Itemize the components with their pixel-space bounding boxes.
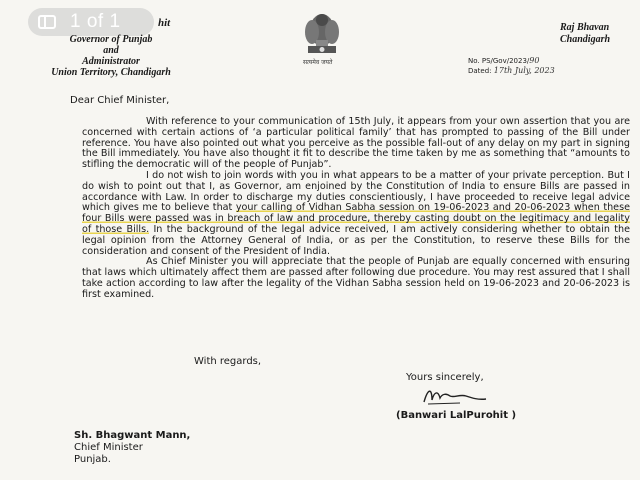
paragraph-2-text: I do not wish to join words with you in what appears to be a matter of your private perception. But I do wish to point out that I, as Governor, am enjoined by the Constitution of India to ensure Bills are passed in accordance with Law. In order to discharge my duties conscientiously, I have proceeded to receive legal advice which gives me to believe that [82, 169, 630, 214]
reference-number: No. PS/Gov/2023/ [468, 57, 530, 65]
closing: Yours sincerely, [406, 372, 484, 383]
paragraph-2 [82, 171, 630, 257]
designation-line: Administrator [82, 56, 140, 67]
paragraph-3: As Chief Minister you will appreciate that the people of Punjab are equally concerned with ensuring that laws which ultimately affect them are passed after following due procedure. You may rest assured that I shall take action according to law after the legality of the Vidhan Sabha session held on 19-06-2023 and 20-06-2023 is first examined. [82, 256, 630, 300]
dated-handwritten: 17th July, 2023 [493, 66, 555, 75]
page-indicator-text: 1 of 1 [70, 11, 121, 32]
page-thumbnail-icon [38, 15, 56, 29]
letter-body [82, 117, 630, 301]
designation-line: Governor of Punjab [69, 34, 153, 45]
reference-number-handwritten: 90 [529, 56, 540, 65]
addressee-line: Chief Minister [74, 442, 143, 453]
paragraph-2-text: In the background of the legal advice received, I am actively considering whether to obtain the legal opinion from the Attorney General of India, or as per the Constitution, to reserve these Bills for the consideration and consent of the President of India. [82, 223, 631, 257]
designation-line: and [103, 45, 119, 56]
signatory-name: (Banwari LalPurohit ) [396, 410, 517, 421]
address-line: Chandigarh [560, 34, 611, 45]
paragraph-1: With reference to your communication of 15th July, it appears from your own assertion that you are concerned with certain actions of ‘a particular political family’ that has prompted to passing of the Bill under reference. You have also pointed out what you perceive as the possible fall-out of any delay on my part in signing the Bill immediately. You have also thought it fit to describe the time taken by me as something that “amounts to stifling the democratic will of the people of Punjab”. [82, 116, 630, 171]
salutation: Dear Chief Minister, [70, 95, 170, 106]
national-emblem-icon [300, 10, 344, 56]
page-indicator[interactable] [28, 8, 154, 36]
signature-icon [420, 384, 490, 408]
letterhead-name-partial: hit [158, 17, 171, 29]
letterhead-designation [36, 34, 186, 78]
emblem-motto: सत्यमेव जयते [303, 59, 333, 66]
addressee-line: Punjab. [74, 454, 111, 465]
letterhead-address [560, 22, 610, 46]
addressee-block [74, 430, 190, 466]
dated-label: Dated: [468, 67, 492, 75]
regards: With regards, [194, 356, 262, 367]
reference-block [468, 56, 555, 76]
address-line: Raj Bhavan [560, 22, 610, 33]
designation-line: Union Territory, Chandigarh [51, 67, 171, 78]
addressee-name: Sh. Bhagwant Mann, [74, 430, 191, 441]
highlighted-text: your calling of Vidhan Sabha session on 19-06-2023 and 20-06-2023 when these four Bills were passed was in breach of law and procedure, thereby casting doubt on the legitimacy and legality of those Bills. [82, 202, 630, 235]
